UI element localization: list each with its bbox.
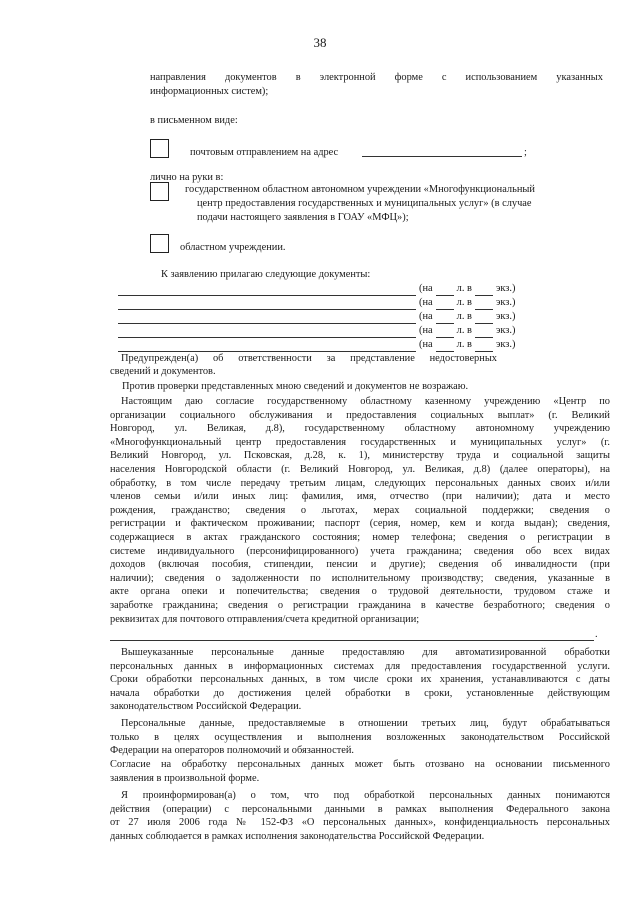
attachment-copies-suffix: экз.) bbox=[495, 325, 516, 337]
goau-option-line-2: центр предоставления государственных и муниципальных услуг» (в случае bbox=[197, 198, 532, 209]
paragraph-line: Я проинформирован(а) о том, что под обработкой персональных данных понимаются bbox=[121, 790, 610, 801]
paragraph-line: данных соблюдается в рамках исполнения законодательства Российской Федерации. bbox=[110, 830, 485, 842]
postal-checkbox[interactable] bbox=[150, 139, 169, 158]
postal-option-label: почтовым отправлением на адрес bbox=[190, 147, 339, 158]
regional-option-label: областном учреждении. bbox=[180, 242, 286, 253]
attachment-pages-field[interactable] bbox=[436, 341, 454, 352]
additional-persons-end: . bbox=[595, 629, 598, 640]
paragraph-line: Согласие на обработку персональных данных может быть отозвано на основании письменного bbox=[110, 759, 610, 770]
consent-line: содержащиеся в актах гражданского состояния; номер телефона; сведения о регистрации в bbox=[110, 531, 610, 543]
attachment-pages-prefix: (на bbox=[419, 283, 433, 295]
attachment-copies-prefix: л. в bbox=[456, 311, 472, 323]
attachment-row bbox=[118, 296, 538, 310]
consent-line: Великий Новгород, ул. Псковская, д.28, к. 1), министерству труда и социальной защиты bbox=[110, 450, 610, 462]
goau-option-line-1: государственном областном автономном учреждении «Многофункциональный bbox=[185, 184, 535, 195]
attachment-copies-suffix: экз.) bbox=[495, 283, 516, 295]
additional-persons-field[interactable] bbox=[110, 640, 594, 641]
paragraph-line: начала обработки до достижения целей обработки в сроки, установленные действующим bbox=[110, 687, 610, 699]
attachment-pages-field[interactable] bbox=[436, 313, 454, 324]
warned-line-2: сведений и документов. bbox=[110, 366, 216, 377]
consent-line: «Многофункциональный центр предоставления государственных и муниципальных услуг» (г. bbox=[110, 436, 610, 448]
attachment-pages-field[interactable] bbox=[436, 299, 454, 310]
attachment-pages-field[interactable] bbox=[436, 285, 454, 296]
paragraph-line: персональных данных в информационных системах для предоставления государственной услуги. bbox=[110, 660, 610, 672]
attachment-pages-prefix: (на bbox=[419, 325, 433, 337]
paragraph-line: действия (операции) с персональными данными в рамках выполнения Федерального закона bbox=[110, 803, 610, 815]
revoke-paragraph bbox=[110, 758, 610, 785]
in-hand-label: лично на руки в: bbox=[150, 172, 224, 183]
paragraph-line: Федерации на операторов полномочий и обязанностей. bbox=[110, 745, 355, 757]
consent-line: доходов (включая пособия, стипендии, пенсии и другие); сведения об инвалидности (при bbox=[110, 559, 610, 571]
postal-address-field[interactable] bbox=[362, 156, 522, 157]
consent-line: членов семьи и/или иных лиц: фамилия, имя, отчество (при наличии); дата и место bbox=[110, 491, 610, 503]
attachment-row bbox=[118, 338, 538, 352]
consent-line: акте органа опеки и попечительства; сведения о трудовой деятельности, трудовом стаже и bbox=[110, 586, 610, 598]
warned-line-1: Предупрежден(а) об ответственности за представление недостоверных bbox=[121, 353, 497, 364]
attachment-name-field[interactable] bbox=[118, 285, 416, 296]
attachment-copies-prefix: л. в bbox=[456, 297, 472, 309]
consent-line: Настоящим даю согласие государственному областному казенному учреждению «Центр по bbox=[121, 396, 610, 407]
consent-line: населения Новгородской области (г. Великий Новгород, ул. Великая, д.8) (далее операторы), на bbox=[110, 463, 610, 475]
attachment-pages-prefix: (на bbox=[419, 297, 433, 309]
consent-line: рождения, гражданство; сведения о льготах, мерах социальной поддержки; сведения о bbox=[110, 504, 610, 516]
attachment-copies-field[interactable] bbox=[475, 299, 493, 310]
postal-end-mark: ; bbox=[524, 147, 527, 158]
paragraph-line: Вышеуказанные персональные данные предоставляю для автоматизированной обработки bbox=[121, 647, 610, 658]
paragraph-line: от 27 июля 2006 года № 152-ФЗ «О персональных данных», конфиденциальность персональных bbox=[110, 817, 610, 829]
paragraph-line: заявления в произвольной форме. bbox=[110, 772, 260, 784]
attachment-copies-suffix: экз.) bbox=[495, 311, 516, 323]
automated-processing-paragraph bbox=[110, 646, 610, 714]
consent-line: регистрации и фактическом проживании; паспорт (серия, номер, кем и когда выдан); сведения, bbox=[110, 518, 610, 530]
attachment-copies-suffix: экз.) bbox=[495, 297, 516, 309]
paragraph-line: законодательством Российской Федерации. bbox=[110, 701, 302, 713]
attachment-copies-suffix: экз.) bbox=[495, 339, 516, 351]
attachment-name-field[interactable] bbox=[118, 341, 416, 352]
regional-checkbox[interactable] bbox=[150, 234, 169, 253]
attachment-row bbox=[118, 282, 538, 296]
consent-line: Новгород, ул. Великая, д.8), государственному областному автономному учреждению bbox=[110, 423, 610, 435]
written-form-label: в письменном виде: bbox=[150, 115, 238, 126]
paragraph-line: Персональные данные, предоставляемые в отношении третьих лиц, будут обрабатываться bbox=[121, 718, 610, 729]
informed-paragraph bbox=[110, 789, 610, 843]
attachment-copies-field[interactable] bbox=[475, 285, 493, 296]
consent-line: наличии); сведения о задолженности по исполнительному производству; сведения, указанные в bbox=[110, 572, 610, 584]
page-number: 38 bbox=[313, 35, 327, 50]
attachment-pages-prefix: (на bbox=[419, 339, 433, 351]
paragraph-line: только в целях осуществления и выполнения возложенных законодательством Российской bbox=[110, 731, 610, 743]
attachment-copies-field[interactable] bbox=[475, 341, 493, 352]
intro-line-1: направления документов в электронной форме с использованием указанных bbox=[150, 72, 603, 83]
attachment-pages-prefix: (на bbox=[419, 311, 433, 323]
paragraph-line: Сроки обработки персональных данных, в том числе сроки их хранения, устанавливаются с даты bbox=[110, 674, 610, 686]
attachment-copies-field[interactable] bbox=[475, 327, 493, 338]
attachment-copies-prefix: л. в bbox=[456, 325, 472, 337]
attachment-row bbox=[118, 310, 538, 324]
no-objection-text: Против проверки представленных мною сведений и документов не возражаю. bbox=[122, 381, 469, 392]
consent-paragraph bbox=[110, 395, 610, 626]
goau-option-line-3: подачи настоящего заявления в ГОАУ «МФЦ»); bbox=[197, 212, 409, 223]
consent-line: системе индивидуального (персонифицированного) учета гражданина; сведения обо всех видах bbox=[110, 545, 610, 557]
intro-line-2: информационных систем); bbox=[150, 86, 269, 97]
consent-line: реквизитах для почтового отправления/счета кредитной организации; bbox=[110, 613, 420, 625]
attachment-pages-field[interactable] bbox=[436, 327, 454, 338]
consent-line: обработку, в том числе передачу третьим лицам, следующих персональных данных своих и/или bbox=[110, 477, 610, 489]
attachment-row bbox=[118, 324, 538, 338]
third-persons-paragraph bbox=[110, 717, 610, 758]
goau-checkbox[interactable] bbox=[150, 182, 169, 201]
attachment-copies-prefix: л. в bbox=[456, 283, 472, 295]
attachment-name-field[interactable] bbox=[118, 299, 416, 310]
attachments-label: К заявлению прилагаю следующие документы: bbox=[161, 269, 371, 280]
attachment-copies-prefix: л. в bbox=[456, 339, 472, 351]
attachments-list bbox=[118, 282, 538, 352]
consent-line: заработке гражданина; сведения о регистрации гражданина в качестве безработного; сведения о bbox=[110, 599, 610, 611]
consent-line: организации социального обслуживания и предоставления социальных выплат» (г. Великий bbox=[110, 409, 610, 421]
attachment-copies-field[interactable] bbox=[475, 313, 493, 324]
attachment-name-field[interactable] bbox=[118, 313, 416, 324]
attachment-name-field[interactable] bbox=[118, 327, 416, 338]
